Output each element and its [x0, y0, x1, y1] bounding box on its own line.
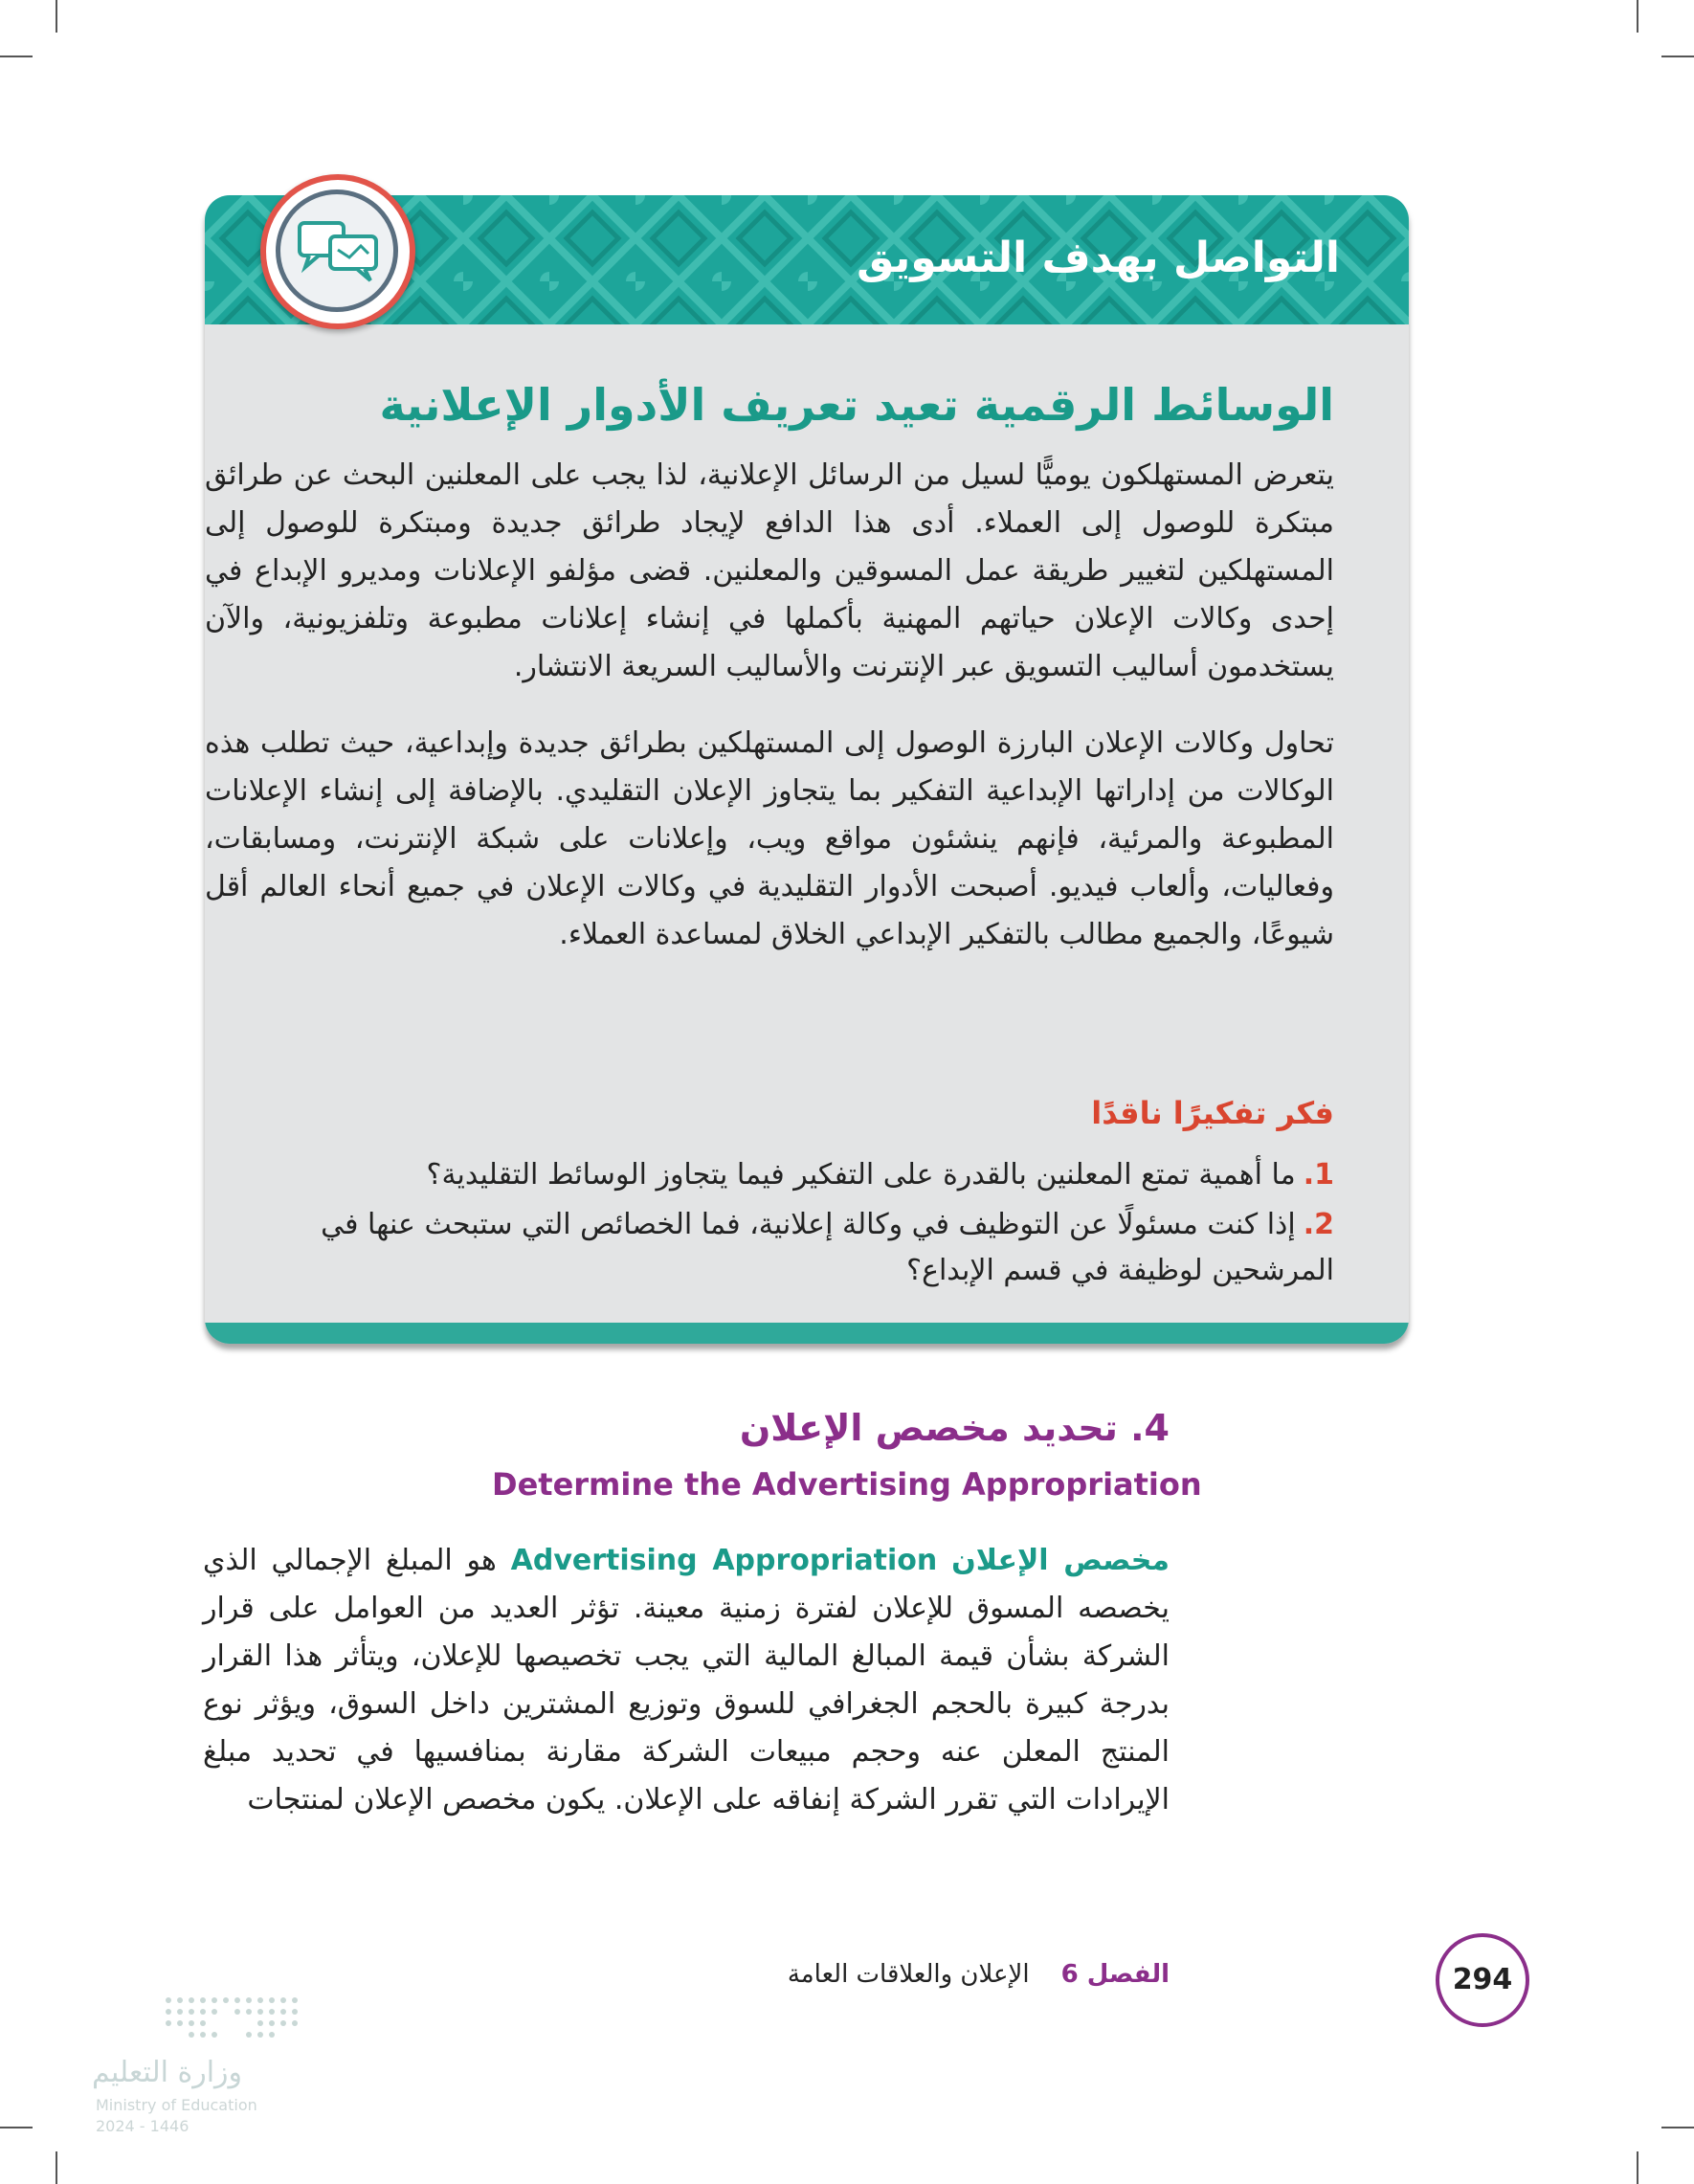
term-english: Advertising Appropriation	[510, 1544, 938, 1577]
question-number: 2.	[1303, 1208, 1334, 1241]
feature-box	[205, 195, 1409, 1344]
crop-mark	[0, 2127, 33, 2128]
banner-title: التواصل بهدف التسويق	[857, 234, 1340, 282]
question-text: إذا كنت مسئولًا عن التوظيف في وكالة إعلانية، فما الخصائص التي ستبحث عنها في المرشحين لوظيفة في قسم الإبداع؟	[321, 1208, 1334, 1287]
ministry-name-arabic: وزارة التعليم	[92, 2056, 243, 2089]
ministry-logo-icon	[92, 1991, 322, 2058]
chapter-label: الفصل 6	[1060, 1960, 1170, 1989]
chapter-title: الإعلان والعلاقات العامة	[787, 1960, 1030, 1989]
ministry-name-english: Ministry of Education	[96, 2096, 257, 2114]
section-title-english: Determine the Advertising Appropriation	[492, 1466, 1202, 1503]
question-1	[205, 1152, 1334, 1198]
crop-mark	[1637, 2151, 1638, 2184]
box-heading: الوسائط الرقمية تعيد تعريف الأدوار الإعلانية	[379, 379, 1334, 431]
box-paragraph-1: يتعرض المستهلكون يوميًّا لسيل من الرسائل الإعلانية، لذا يجب على المعلنين البحث عن طرائق مبتكرة للوصول إلى العملاء. أدى هذا الدافع لإيجاد طرائق جديدة ومبتكرة للوصول إلى المستهلكين لتغيير طريقة عمل المسوقين والمعلنين. قضى مؤلفو الإعلانات ومديرو الإبداع في إحدى وكالات الإعلان حياتهم المهنية بأكملها في إنشاء إعلانات مطبوعة وتلفزيونية، والآن يستخدمون أساليب التسويق عبر الإنترنت والأساليب السريعة الانتشار.	[205, 458, 1334, 683]
section-body-text: هو المبلغ الإجمالي الذي يخصصه المسوق للإعلان لفترة زمنية معينة. تؤثر العديد من العوامل على قرار الشركة بشأن قيمة المبالغ المالية التي يجب تخصيصها للإعلان، ويتأثر هذا القرار بدرجة كبيرة بالحجم الجغرافي للسوق وتوزيع المشترين داخل السوق، ويؤثر نوع المنتج المعلن عنه وحجم مبيعات الشركة مقارنة بمنافسيها في تحديد مبلغ الإيرادات التي تقرر الشركة إنفاقه على الإعلان. يكون مخصص الإعلان لمنتجات	[203, 1544, 1170, 1816]
box-bottom-band	[205, 1323, 1409, 1344]
page-number: 294	[1436, 1933, 1529, 2027]
crop-mark	[56, 0, 57, 33]
term-arabic: مخصص الإعلان	[951, 1544, 1170, 1577]
question-number: 1.	[1303, 1158, 1334, 1192]
box-paragraph-2: تحاول وكالات الإعلان البارزة الوصول إلى المستهلكين بطرائق جديدة وإبداعية، حيث تطلب هذه الوكالات من إداراتها الإبداعية التفكير بما يتجاوز الإعلان التقليدي. بالإضافة إلى إنشاء الإعلانات المطبوعة والمرئية، فإنهم ينشئون مواقع ويب، وإعلانات على شبكة الإنترنت، ومسابقات، وفعاليات، وألعاب فيديو. أصبحت الأدوار التقليدية في وكالات الإعلان في جميع أنحاء العالم أقل شيوعًا، والجميع مطالب بالتفكير الإبداعي الخلاق لمساعدة العملاء.	[205, 726, 1334, 951]
crop-mark	[1661, 56, 1694, 57]
question-text: ما أهمية تمتع المعلنين بالقدرة على التفكير فيما يتجاوز الوسائط التقليدية؟	[426, 1158, 1296, 1192]
chapter-footer	[788, 1960, 1170, 1989]
chat-icon-inner	[276, 189, 398, 312]
section-title: 4. تحديد مخصص الإعلان	[739, 1407, 1170, 1449]
crop-mark	[0, 56, 33, 57]
critical-thinking-title: فكر تفكيرًا ناقدًا	[1091, 1095, 1334, 1131]
crop-mark	[1637, 0, 1638, 33]
chat-icon-badge	[260, 174, 415, 329]
crop-mark	[56, 2151, 57, 2184]
chat-bubbles-icon	[280, 194, 393, 307]
ministry-year: 2024 - 1446	[96, 2117, 189, 2135]
question-2	[234, 1202, 1334, 1294]
section-body	[203, 1537, 1170, 1824]
crop-mark	[1661, 2127, 1694, 2128]
